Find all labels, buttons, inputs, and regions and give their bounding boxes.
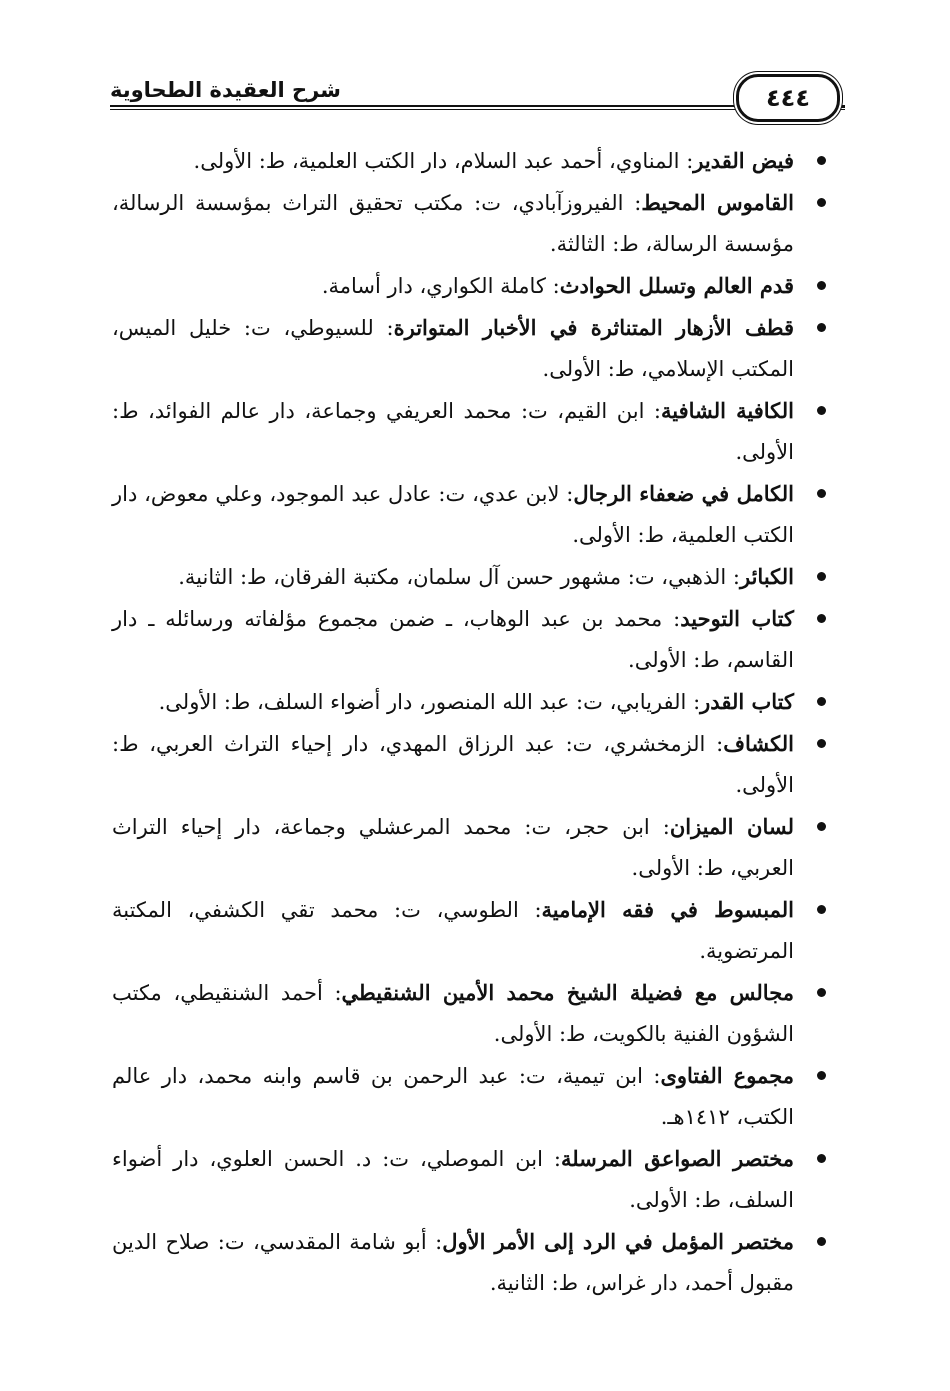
list-item bbox=[112, 598, 832, 681]
entry-text: : ابن الموصلي، ت: د. الحسن العلوي، دار أضواء السلف، ط: الأولى. bbox=[112, 1147, 794, 1212]
entry-title: مختصر المؤمل في الرد إلى الأمر الأول bbox=[442, 1229, 794, 1254]
entry-text: : المناوي، أحمد عبد السلام، دار الكتب العلمية، ط: الأولى. bbox=[193, 149, 694, 173]
entry-text: : للسيوطي، ت: خليل الميس، المكتب الإسلامي، ط: الأولى. bbox=[112, 316, 794, 381]
bullet-icon bbox=[817, 198, 826, 207]
list-item bbox=[112, 889, 832, 972]
entry-text: : الزمخشري، ت: عبد الرزاق المهدي، دار إحياء التراث العربي، ط: الأولى. bbox=[112, 732, 794, 797]
entry-title: قدم العالم وتسلل الحوادث bbox=[559, 273, 794, 298]
page-header bbox=[110, 64, 845, 124]
entry-text: : الذهبي، ت: مشهور حسن آل سلمان، مكتبة الفرقان، ط: الثانية. bbox=[178, 565, 740, 589]
bullet-icon bbox=[817, 156, 826, 165]
page-number-badge bbox=[736, 74, 840, 122]
entry-title: الكشاف bbox=[723, 731, 794, 756]
list-item bbox=[112, 723, 832, 806]
list-item bbox=[112, 556, 832, 598]
bullet-icon bbox=[817, 323, 826, 332]
entry-title: الكامل في ضعفاء الرجال bbox=[573, 481, 795, 506]
page-number: ٤٤٤ bbox=[766, 84, 810, 112]
list-item bbox=[112, 681, 832, 723]
list-item bbox=[112, 972, 832, 1055]
list-item bbox=[112, 182, 832, 265]
book-title: شرح العقيدة الطحاوية bbox=[110, 78, 341, 102]
bullet-icon bbox=[817, 1237, 826, 1246]
bullet-icon bbox=[817, 1154, 826, 1163]
bullet-icon bbox=[817, 697, 826, 706]
entry-title: كتاب القدر bbox=[700, 689, 794, 714]
entry-text: : الفريابي، ت: عبد الله المنصور، دار أضواء السلف، ط: الأولى. bbox=[158, 690, 701, 714]
entry-title: فيض القدير bbox=[693, 148, 794, 173]
entry-text: : ابن تيمية، ت: عبد الرحمن بن قاسم وابنه محمد، دار عالم الكتب، ١٤١٢هـ. bbox=[112, 1064, 794, 1129]
entry-title: مختصر الصواعق المرسلة bbox=[560, 1146, 795, 1171]
entry-title: مجموع الفتاوى bbox=[660, 1063, 794, 1088]
bullet-icon bbox=[817, 905, 826, 914]
list-item bbox=[112, 390, 832, 473]
entry-text: : كاملة الكواري، دار أسامة. bbox=[321, 274, 560, 298]
entry-title: قطف الأزهار المتناثرة في الأخبار المتواترة bbox=[393, 315, 794, 340]
entry-text: : الفيروزآبادي، ت: مكتب تحقيق التراث بمؤسسة الرسالة، مؤسسة الرسالة، ط: الثالثة. bbox=[112, 191, 794, 256]
entry-text: : ابن حجر، ت: محمد المرعشلي وجماعة، دار إحياء التراث العربي، ط: الأولى. bbox=[112, 815, 794, 880]
entry-text: : لابن عدي، ت: عادل عبد الموجود، وعلي معوض، دار الكتب العلمية، ط: الأولى. bbox=[112, 482, 794, 547]
list-item bbox=[112, 473, 832, 556]
entry-title: الكافية الشافية bbox=[660, 398, 794, 423]
bullet-icon bbox=[817, 489, 826, 498]
bullet-icon bbox=[817, 1071, 826, 1080]
list-item bbox=[112, 1055, 832, 1138]
bullet-icon bbox=[817, 614, 826, 623]
list-item bbox=[112, 307, 832, 390]
entry-text: : ابن القيم، ت: محمد العريفي وجماعة، دار عالم الفوائد، ط: الأولى. bbox=[112, 399, 794, 464]
entry-text: : أبو شامة المقدسي، ت: صلاح الدين مقبول أحمد، دار غراس، ط: الثانية. bbox=[112, 1230, 794, 1295]
bullet-icon bbox=[817, 739, 826, 748]
bullet-icon bbox=[817, 406, 826, 415]
entry-text: : الطوسي، ت: محمد تقي الكشفي، المكتبة المرتضوية. bbox=[112, 898, 794, 963]
header-rule bbox=[110, 105, 845, 110]
entry-title: مجالس مع فضيلة الشيخ محمد الأمين الشنقيطي bbox=[341, 980, 794, 1005]
entry-text: : أحمد الشنقيطي، مكتب الشؤون الفنية بالكويت، ط: الأولى. bbox=[112, 981, 794, 1046]
entry-title: كتاب التوحيد bbox=[680, 606, 794, 631]
entry-title: المبسوط في فقه الإمامية bbox=[541, 897, 794, 922]
bullet-icon bbox=[817, 572, 826, 581]
list-item bbox=[112, 140, 832, 182]
entry-title: لسان الميزان bbox=[669, 814, 794, 839]
list-item bbox=[112, 1138, 832, 1221]
entry-text: : محمد بن عبد الوهاب، ـ ضمن مجموع مؤلفاته ورسائله ـ دار القاسم، ط: الأولى. bbox=[112, 607, 794, 672]
bullet-icon bbox=[817, 281, 826, 290]
entry-title: الكبائر bbox=[740, 564, 794, 589]
list-item bbox=[112, 1221, 832, 1304]
list-item bbox=[112, 265, 832, 307]
bullet-icon bbox=[817, 988, 826, 997]
bullet-icon bbox=[817, 822, 826, 831]
entry-title: القاموس المحيط bbox=[641, 190, 795, 215]
header-rule-tail bbox=[838, 107, 845, 110]
bibliography-list bbox=[112, 140, 832, 1304]
list-item bbox=[112, 806, 832, 889]
